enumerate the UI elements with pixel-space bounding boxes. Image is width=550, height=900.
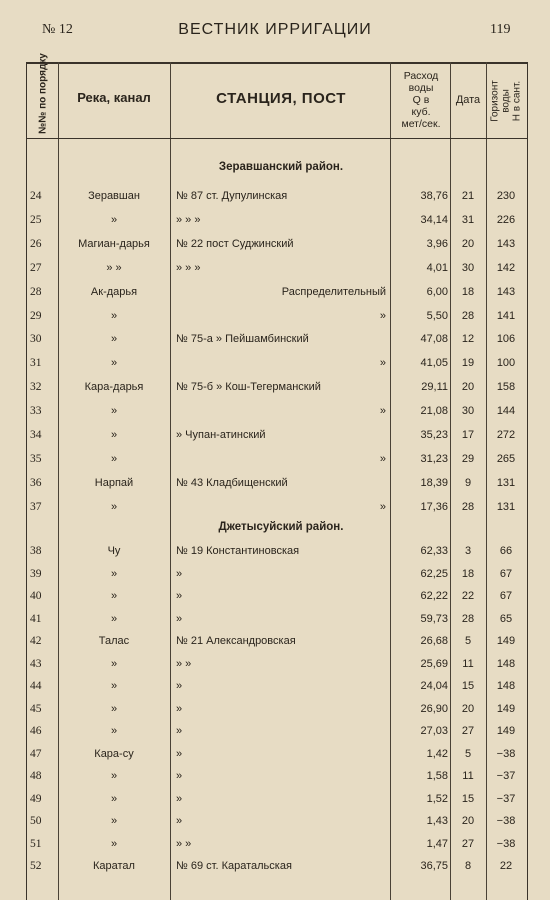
date-cell: 27 [461, 725, 475, 737]
row-number: 39 [30, 567, 42, 580]
discharge-cell: 1,42 [426, 747, 448, 760]
table-row [0, 306, 550, 326]
discharge-cell: 38,76 [420, 190, 448, 202]
header-num-label: №№ по порядку [37, 53, 49, 134]
station-name: » [176, 747, 183, 760]
river-cell: » [110, 590, 118, 602]
table-row [0, 234, 550, 254]
header-horizon-line: воды [500, 89, 512, 113]
row-number: 46 [30, 725, 42, 737]
horizon-cell: −38 [496, 747, 516, 760]
table-row [0, 329, 550, 349]
river-cell: Чу [107, 545, 121, 557]
row-number: 29 [30, 309, 42, 322]
discharge-cell: 21,08 [420, 405, 448, 418]
river-cell: Магиан-дарья [78, 237, 150, 250]
date-cell: 5 [464, 747, 472, 760]
station-post: » [379, 405, 386, 418]
row-number: 41 [30, 612, 42, 625]
table-row [0, 425, 550, 445]
station-name: » » » [176, 213, 201, 226]
table-row [0, 744, 550, 764]
river-cell: » [110, 309, 118, 322]
table-row [0, 258, 550, 278]
table-row [0, 210, 550, 230]
page-number: 119 [490, 22, 511, 37]
row-number: 26 [30, 237, 42, 250]
station-name: » » [176, 657, 192, 670]
discharge-cell: 26,90 [420, 702, 448, 715]
horizon-cell: 67 [499, 567, 513, 580]
row-number: 45 [30, 702, 42, 715]
date-cell: 20 [461, 381, 475, 394]
header-num [28, 53, 58, 136]
horizon-cell: −38 [496, 815, 516, 827]
station-name: № 19 Константиновская [176, 545, 300, 557]
station-name: № 22 пост Суджинский [176, 237, 294, 250]
table-row [0, 473, 550, 493]
table-row [0, 811, 550, 831]
station-name: » [176, 612, 183, 625]
station-name: » [176, 770, 183, 782]
horizon-cell: 148 [496, 680, 516, 692]
date-cell: 11 [462, 657, 474, 670]
river-cell: » [110, 770, 118, 782]
table-row [0, 449, 550, 469]
row-number: 52 [30, 860, 42, 872]
discharge-cell: 59,73 [420, 612, 448, 625]
horizon-cell: 226 [496, 213, 516, 226]
horizon-cell: 131 [496, 476, 516, 489]
date-cell: 3 [464, 545, 472, 557]
river-cell: » [110, 725, 118, 737]
station-name: № 21 Александровская [176, 635, 296, 647]
row-number: 27 [30, 261, 42, 274]
date-cell: 21 [461, 190, 475, 202]
table-row [0, 564, 550, 584]
table-row [0, 401, 550, 421]
river-cell: » [110, 452, 118, 465]
table-row [0, 541, 550, 561]
discharge-cell: 25,69 [420, 657, 448, 670]
row-number: 44 [30, 680, 42, 692]
river-cell: » [110, 680, 118, 692]
table-row [0, 186, 550, 206]
horizon-cell: 66 [499, 545, 513, 557]
table-row [0, 834, 550, 854]
station-name: » » » [176, 261, 201, 274]
date-cell: 28 [461, 309, 475, 322]
row-number: 31 [30, 357, 42, 370]
river-cell: » [110, 213, 118, 226]
discharge-cell: 24,04 [420, 680, 448, 692]
river-cell: » [110, 429, 118, 441]
horizon-cell: −37 [496, 770, 516, 782]
horizon-cell: 141 [496, 309, 516, 322]
header-river: Река, канал [77, 90, 151, 105]
station-name: № 87 ст. Дупулинская [176, 190, 288, 202]
header-discharge-line: мет/сек. [401, 118, 441, 130]
row-number: 24 [30, 190, 42, 202]
discharge-cell: 62,33 [420, 545, 448, 557]
row-number: 38 [30, 545, 42, 557]
discharge-cell: 62,25 [420, 567, 448, 580]
river-cell: Ак-дарья [90, 285, 138, 298]
table-row [0, 353, 550, 373]
discharge-cell: 47,08 [420, 333, 448, 346]
header-horizon-line: Н в сант. [511, 80, 523, 122]
row-number: 28 [30, 285, 42, 298]
table-row [0, 676, 550, 696]
horizon-cell: 142 [496, 261, 516, 274]
table-row [0, 789, 550, 809]
station-name: » [176, 702, 183, 715]
station-post: » [379, 452, 386, 465]
header-rule [26, 138, 528, 139]
river-cell: » [110, 657, 118, 670]
row-number: 36 [30, 476, 42, 489]
date-cell: 17 [461, 429, 475, 441]
river-cell: Нарпай [94, 476, 134, 489]
row-number: 32 [30, 381, 42, 394]
header-horizon-line: Горизонт [489, 80, 501, 122]
station-name: № 75-б » Кош-Тегерманский [176, 381, 321, 394]
region-heading: Джетысуйский район. [218, 521, 344, 533]
river-cell: » [110, 405, 118, 418]
river-cell: Талас [98, 635, 130, 647]
header-discharge-line: Расход [403, 70, 439, 82]
row-number: 43 [30, 657, 42, 670]
date-cell: 20 [461, 237, 475, 250]
horizon-cell: 265 [496, 452, 516, 465]
date-cell: 12 [461, 333, 475, 346]
river-cell: » » [106, 261, 122, 274]
station-name: № 69 ст. Каратальская [176, 860, 292, 872]
horizon-cell: 22 [499, 860, 513, 872]
discharge-cell: 1,47 [426, 837, 448, 850]
date-cell: 20 [461, 815, 475, 827]
horizon-cell: 131 [496, 500, 516, 513]
river-cell: » [110, 567, 118, 580]
horizon-cell: −38 [496, 837, 516, 850]
date-cell: 20 [461, 702, 475, 715]
row-number: 50 [30, 815, 42, 827]
discharge-cell: 36,75 [420, 860, 448, 872]
discharge-cell: 41,05 [420, 357, 448, 370]
river-cell: » [110, 837, 118, 850]
table-row [0, 609, 550, 629]
row-number: 33 [30, 405, 42, 418]
row-number: 42 [30, 635, 42, 647]
discharge-cell: 1,43 [426, 815, 448, 827]
journal-title: ВЕСТНИК ИРРИГАЦИИ [178, 21, 372, 38]
table-row [0, 497, 550, 517]
date-cell: 9 [464, 476, 472, 489]
header-horizon-label [490, 67, 523, 135]
date-cell: 30 [461, 405, 475, 418]
river-cell: Каратал [93, 860, 135, 872]
river-cell: Зеравшан [88, 190, 140, 202]
table-row [0, 766, 550, 786]
discharge-cell: 4,01 [426, 261, 448, 274]
row-number: 48 [30, 770, 42, 782]
table-row [0, 721, 550, 741]
discharge-cell: 34,14 [420, 213, 448, 226]
row-number: 25 [30, 213, 42, 226]
date-cell: 5 [464, 635, 472, 647]
date-cell: 18 [461, 285, 475, 298]
row-number: 47 [30, 747, 42, 760]
region-heading: Зеравшанский район. [218, 161, 344, 173]
date-cell: 18 [461, 567, 475, 580]
row-number: 30 [30, 333, 42, 346]
river-cell: » [110, 357, 118, 370]
river-cell: » [110, 500, 118, 513]
discharge-cell: 62,22 [420, 590, 448, 602]
river-cell: Кара-су [94, 747, 134, 760]
station-name: » [176, 725, 183, 737]
discharge-cell: 6,00 [426, 285, 448, 298]
row-number: 34 [30, 429, 42, 441]
horizon-cell: 67 [499, 590, 513, 602]
station-post: » [379, 309, 386, 322]
header-discharge-line: куб. [411, 106, 431, 118]
row-number: 37 [30, 500, 42, 513]
horizon-cell: 230 [496, 190, 516, 202]
date-cell: 8 [464, 860, 472, 872]
discharge-cell: 17,36 [420, 500, 448, 513]
date-cell: 19 [461, 357, 475, 370]
station-post: Распределительный [281, 285, 386, 298]
table-row [0, 586, 550, 606]
header-discharge [392, 70, 450, 130]
horizon-cell: 144 [496, 405, 516, 418]
station-name: » [176, 680, 183, 692]
river-cell: » [110, 333, 118, 346]
station-name: » [176, 792, 183, 805]
page-header [0, 0, 550, 60]
row-number: 35 [30, 452, 42, 465]
header-station: СТАНЦИЯ, ПОСТ [216, 90, 346, 107]
discharge-cell: 35,23 [420, 429, 448, 441]
header-discharge-line: воды [408, 82, 434, 94]
issue-number: № 12 [42, 22, 73, 37]
date-cell: 30 [461, 261, 475, 274]
station-name: » [176, 590, 183, 602]
discharge-cell: 18,39 [420, 476, 448, 489]
discharge-cell: 29,11 [421, 381, 448, 394]
table-row [0, 282, 550, 302]
horizon-cell: 148 [496, 657, 516, 670]
table-row [0, 631, 550, 651]
river-cell: Кара-дарья [84, 381, 144, 394]
table-row [0, 377, 550, 397]
table-row [0, 856, 550, 876]
row-number: 40 [30, 590, 42, 602]
header-discharge-line: Q в [412, 94, 430, 106]
date-cell: 22 [461, 590, 475, 602]
horizon-cell: 143 [496, 285, 516, 298]
discharge-cell: 26,68 [420, 635, 448, 647]
river-cell: » [110, 792, 118, 805]
station-name: » [176, 567, 183, 580]
row-number: 51 [30, 837, 42, 850]
discharge-cell: 1,58 [426, 770, 448, 782]
row-number: 49 [30, 792, 42, 805]
discharge-cell: 5,50 [426, 309, 448, 322]
table-row [0, 654, 550, 674]
header-horizon [486, 66, 526, 136]
station-name: » [176, 815, 183, 827]
discharge-cell: 31,23 [420, 452, 448, 465]
horizon-cell: 272 [496, 429, 516, 441]
date-cell: 28 [461, 500, 475, 513]
date-cell: 31 [461, 213, 475, 226]
date-cell: 27 [461, 837, 475, 850]
station-name: № 75-а » Пейшамбинский [176, 333, 309, 346]
discharge-cell: 27,03 [420, 725, 448, 737]
header-date: Дата [455, 94, 481, 106]
date-cell: 28 [461, 612, 475, 625]
date-cell: 15 [461, 680, 475, 692]
date-cell: 29 [461, 452, 475, 465]
date-cell: 15 [461, 792, 475, 805]
station-post: » [379, 500, 386, 513]
horizon-cell: 106 [496, 333, 516, 346]
horizon-cell: 149 [496, 725, 516, 737]
station-post: » [379, 357, 386, 370]
horizon-cell: 158 [496, 381, 516, 394]
discharge-cell: 1,52 [426, 792, 448, 805]
horizon-cell: 143 [496, 237, 516, 250]
station-name: № 43 Кладбищенский [176, 476, 288, 489]
horizon-cell: 149 [496, 702, 516, 715]
table-row [0, 699, 550, 719]
river-cell: » [110, 612, 118, 625]
horizon-cell: −37 [496, 792, 516, 805]
river-cell: » [110, 815, 118, 827]
horizon-cell: 65 [499, 612, 513, 625]
horizon-cell: 149 [496, 635, 516, 647]
discharge-cell: 3,96 [426, 237, 448, 250]
station-name: » Чупан-атинский [176, 429, 266, 441]
horizon-cell: 100 [496, 357, 516, 370]
river-cell: » [110, 702, 118, 715]
date-cell: 11 [462, 770, 474, 782]
station-name: » » [176, 837, 192, 850]
